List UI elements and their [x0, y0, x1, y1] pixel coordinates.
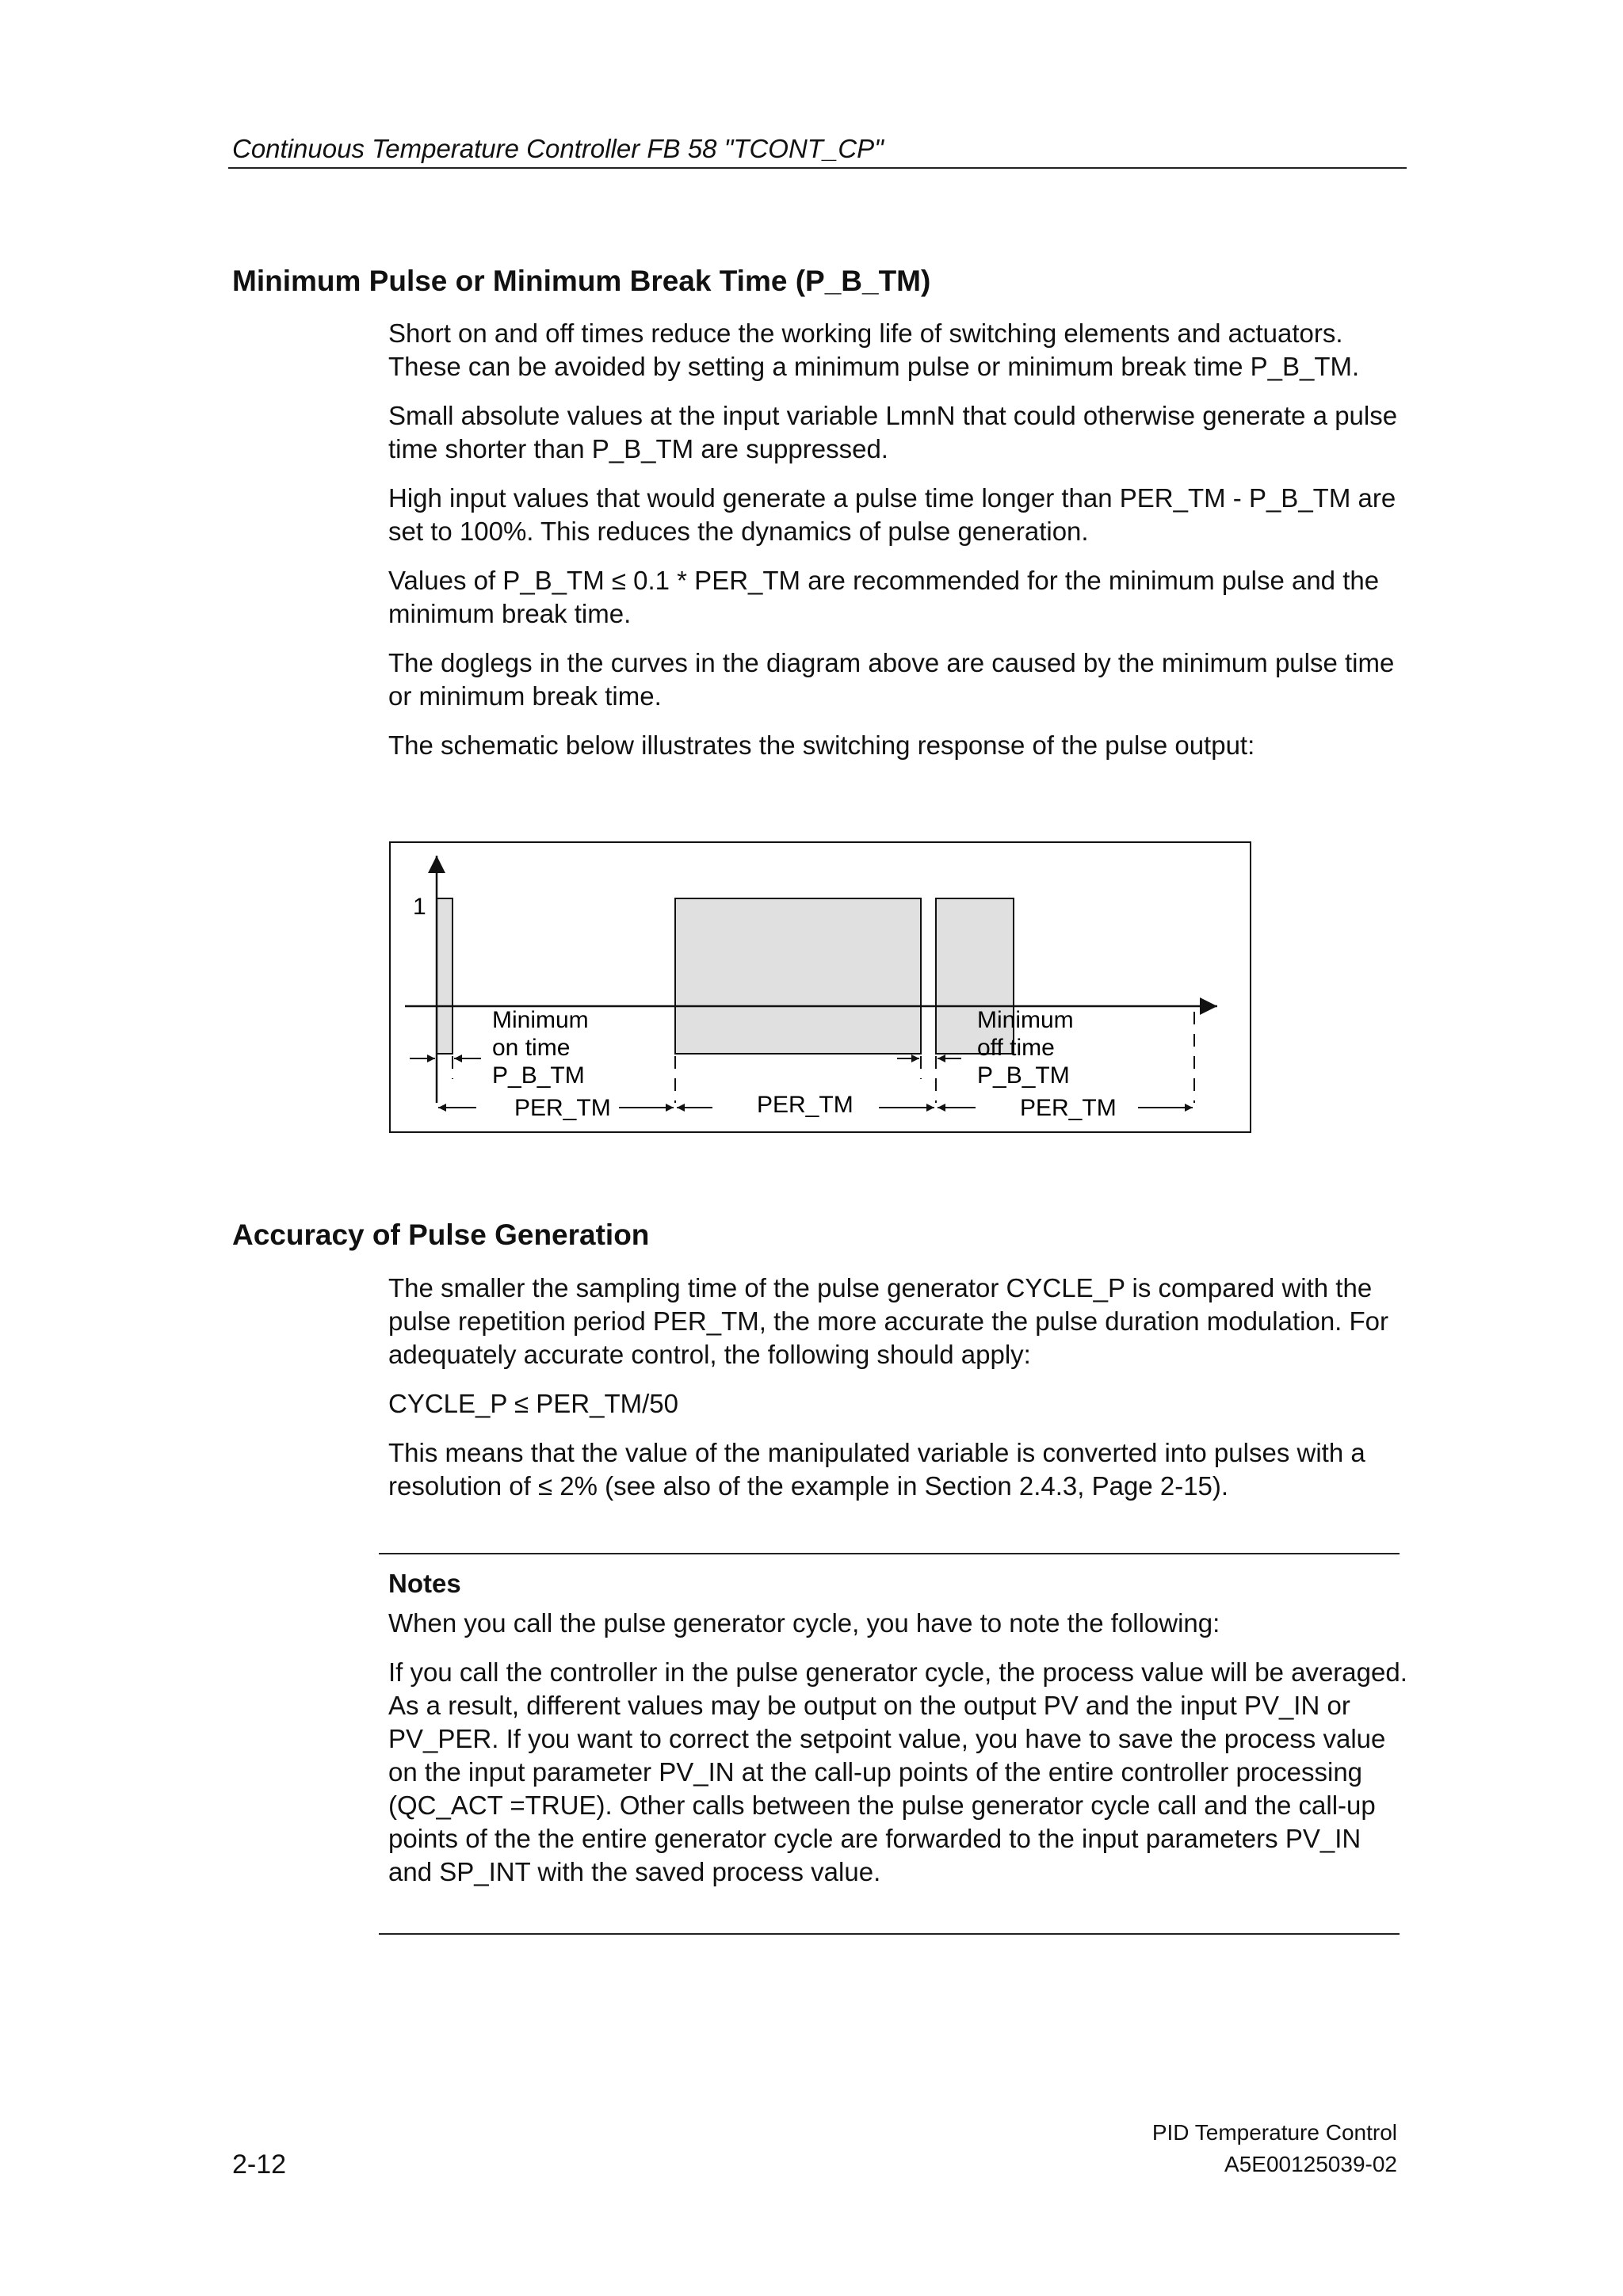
pulse-full-period: [675, 898, 921, 1054]
section-title-accuracy: Accuracy of Pulse Generation: [232, 1219, 650, 1251]
header-rule: [228, 167, 1407, 169]
pulse-min-on: [437, 898, 453, 1054]
manual-title: PID Temperature Control: [1151, 2120, 1397, 2145]
notes-box: [388, 1567, 1411, 1889]
notes-rule-bottom: [379, 1933, 1400, 1935]
min-off-label-line: Minimum: [977, 1007, 1074, 1033]
paragraph: The doglegs in the curves in the diagram above are caused by the minimum pulse time or minimum break time.: [388, 648, 1395, 711]
document-id: A5E00125039-02: [1224, 2152, 1397, 2176]
min-off-label-line: off time: [977, 1035, 1055, 1061]
page-number: 2-12: [232, 2149, 287, 2180]
notes-paragraph: When you call the pulse generator cycle, you have to note the following:: [388, 1608, 1220, 1638]
min-on-label-line: on time: [492, 1035, 571, 1061]
pulse-output-diagram: [389, 841, 1251, 1133]
notes-paragraph: If you call the controller in the pulse generator cycle, the process value will be averaged. As a result, different values may be output on the output PV and the input PV_IN or PV_PER. If you want to correct the setpoint value, you have to save the process value on the input parameter PV_IN at the call-up points of the entire controller processing (QC_ACT =TRUE). Other calls between the pulse generator cycle call and the call-up points of the the entire generator cycle are forwarded to the input parameters PV_IN and SP_INT with the saved process value.: [388, 1657, 1407, 1886]
paragraph: Small absolute values at the input variable LmnN that could otherwise generate a pulse time shorter than P_B_TM are suppressed.: [388, 401, 1398, 463]
min-off-label-line: P_B_TM: [977, 1062, 1070, 1089]
min-off-label: [977, 1007, 1080, 1089]
period-label: PER_TM: [757, 1092, 854, 1118]
period-label: PER_TM: [514, 1095, 611, 1121]
min-on-label-line: Minimum: [492, 1007, 589, 1033]
paragraph: Values of P_B_TM ≤ 0.1 * PER_TM are recommended for the minimum pulse and the minimum break time.: [388, 566, 1380, 628]
running-header: Continuous Temperature Controller FB 58 "TCONT_CP": [232, 134, 884, 163]
paragraph: Short on and off times reduce the working life of switching elements and actuators. These can be avoided by setting a minimum pulse or minimum break time P_B_TM.: [388, 318, 1360, 381]
min-on-label: [492, 1007, 595, 1089]
notes-title: Notes: [388, 1569, 461, 1598]
paragraph: The smaller the sampling time of the pulse generator CYCLE_P is compared with the pulse repetition period PER_TM, the more accurate the pulse duration modulation. For adequately accurate control, the following should apply:: [388, 1273, 1389, 1369]
period-label: PER_TM: [1020, 1095, 1117, 1121]
min-on-label-line: P_B_TM: [492, 1062, 585, 1089]
formula: CYCLE_P ≤ PER_TM/50: [388, 1389, 678, 1418]
section-title-min-pulse: Minimum Pulse or Minimum Break Time (P_B_TM): [232, 265, 931, 297]
paragraph: High input values that would generate a pulse time longer than PER_TM - P_B_TM are set to 100%. This reduces the dynamics of pulse generation.: [388, 483, 1396, 546]
y-label-one: 1: [413, 894, 426, 920]
footer-doc-info: [983, 2117, 1397, 2180]
paragraph: The schematic below illustrates the switching response of the pulse output:: [388, 730, 1255, 760]
paragraph: This means that the value of the manipulated variable is converted into pulses with a resolution of ≤ 2% (see also of the example in Section 2.4.3, Page 2-15).: [388, 1438, 1365, 1501]
section-body-min-pulse: [388, 317, 1411, 778]
notes-rule-top: [379, 1553, 1400, 1554]
section-body-accuracy: [388, 1272, 1411, 1519]
